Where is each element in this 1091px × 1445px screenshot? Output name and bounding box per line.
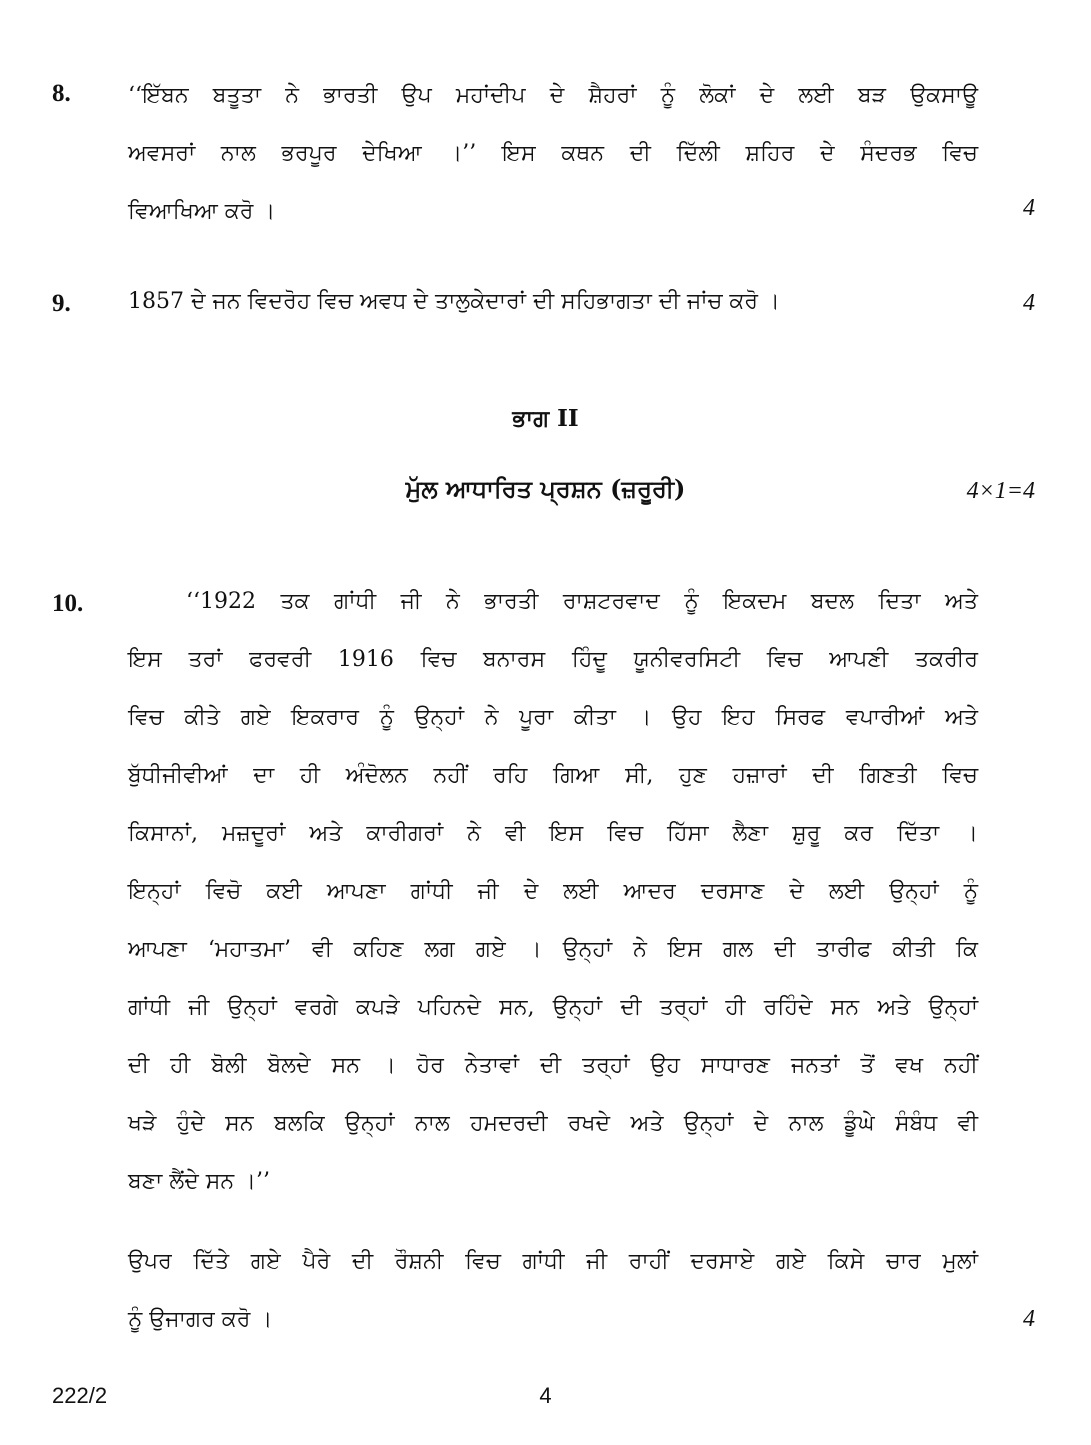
question-number: 10. (52, 590, 84, 617)
question-text (128, 67, 978, 241)
marks-label: 4 (1023, 195, 1035, 221)
text-line: ਅਵਸਰਾਂ ਨਾਲ ਭਰਪੂਰ ਦੇਖਿਆ ।’’ ਇਸ ਕਥਨ ਦੀ ਦਿੱਲੀ ਸ਼ਹਿਰ ਦੇ ਸੰਦਰਭ ਵਿਚ (128, 141, 978, 166)
text-line: ‘‘ਇੱਬਨ ਬਤੂਤਾ ਨੇ ਭਾਰਤੀ ਉਪ ਮਹਾਂਦੀਪ ਦੇ ਸ਼ੈਹਰਾਂ ਨੂੰ ਲੋਕਾਂ ਦੇ ਲਈ ਬੜ ਉਕਸਾਊ (128, 83, 978, 108)
question-text (128, 1233, 978, 1349)
section-title: ਭਾਗ II (512, 405, 579, 432)
passage-line: ‘‘1922 ਤਕ ਗਾਂਧੀ ਜੀ ਨੇ ਭਾਰਤੀ ਰਾਸ਼ਟਰਵਾਦ ਨੂੰ ਇਕਦਮ ਬਦਲ ਦਿਤਾ ਅਤੇ (186, 589, 978, 614)
question-number: 9. (52, 290, 71, 317)
passage-line: ਆਪਣਾ ‘ਮਹਾਤਮਾ’ ਵੀ ਕਹਿਣ ਲਗ ਗਏ । ਉਨ੍ਹਾਂ ਨੇ ਇਸ ਗਲ ਦੀ ਤਾਰੀਫ ਕੀਤੀ ਕਿ (128, 937, 978, 962)
passage-line: ਇਨ੍ਹਾਂ ਵਿਚੋ ਕਈ ਆਪਣਾ ਗਾਂਧੀ ਜੀ ਦੇ ਲਈ ਆਦਰ ਦਰਸਾਣ ਦੇ ਲਈ ਉਨ੍ਹਾਂ ਨੂੰ (128, 879, 978, 904)
passage-line: ਗਾਂਧੀ ਜੀ ਉਨ੍ਹਾਂ ਵਰਗੇ ਕਪੜੇ ਪਹਿਨਦੇ ਸਨ, ਉਨ੍ਹਾਂ ਦੀ ਤਰ੍ਹਾਂ ਹੀ ਰਹਿੰਦੇ ਸਨ ਅਤੇ ਉਨ੍ਹਾਂ (128, 995, 978, 1020)
text-line: ਵਿਆਖਿਆ ਕਰੋ । (128, 199, 276, 224)
marks-label: 4 (1023, 1306, 1035, 1332)
section-subtitle: ਮੁੱਲ ਆਧਾਰਿਤ ਪ੍ਰਸ਼ਨ (ਜ਼ਰੂਰੀ) (405, 474, 686, 503)
passage (128, 573, 978, 1211)
marks-label: 4 (1023, 290, 1035, 316)
question-number: 8. (52, 80, 71, 107)
section-marks: 4×1=4 (966, 478, 1035, 504)
passage-line: ਬਣਾ ਲੈਂਦੇ ਸਨ ।’’ (128, 1169, 270, 1194)
passage-line: ਕਿਸਾਨਾਂ, ਮਜ਼ਦੂਰਾਂ ਅਤੇ ਕਾਰੀਗਰਾਂ ਨੇ ਵੀ ਇਸ ਵਿਚ ਹਿੱਸਾ ਲੈਣਾ ਸ਼ੁਰੂ ਕਰ ਦਿੱਤਾ । (128, 821, 978, 846)
passage-line: ਵਿਚ ਕੀਤੇ ਗਏ ਇਕਰਾਰ ਨੂੰ ਉਨ੍ਹਾਂ ਨੇ ਪੂਰਾ ਕੀਤਾ । ਉਹ ਇਹ ਸਿਰਫ ਵਪਾਰੀਆਂ ਅਤੇ (128, 705, 978, 730)
text-line: ਉਪਰ ਦਿੱਤੇ ਗਏ ਪੈਰੇ ਦੀ ਰੌਸ਼ਨੀ ਵਿਚ ਗਾਂਧੀ ਜੀ ਰਾਹੀਂ ਦਰਸਾਏ ਗਏ ਕਿਸੇ ਚਾਰ ਮੁਲਾਂ (128, 1249, 978, 1274)
question-text (128, 273, 978, 331)
text-line: ਨੂੰ ਉਜਾਗਰ ਕਰੋ । (128, 1307, 273, 1332)
passage-line: ਦੀ ਹੀ ਬੋਲੀ ਬੋਲਦੇ ਸਨ । ਹੋਰ ਨੇਤਾਵਾਂ ਦੀ ਤਰ੍ਹਾਂ ਉਹ ਸਾਧਾਰਣ ਜਨਤਾਂ ਤੋਂ ਵਖ ਨਹੀਂ (128, 1053, 978, 1078)
paper-code: 222/2 (52, 1383, 108, 1408)
passage-line: ਇਸ ਤਰਾਂ ਫਰਵਰੀ 1916 ਵਿਚ ਬਨਾਰਸ ਹਿੰਦੂ ਯੂਨੀਵਰਸਿਟੀ ਵਿਚ ਆਪਣੀ ਤਕਰੀਰ (128, 647, 978, 672)
passage-line: ਖੜੇ ਹੁੰਦੇ ਸਨ ਬਲਕਿ ਉਨ੍ਹਾਂ ਨਾਲ ਹਮਦਰਦੀ ਰਖਦੇ ਅਤੇ ਉਨ੍ਹਾਂ ਦੇ ਨਾਲ ਡੂੰਘੇ ਸੰਬੰਧ ਵੀ (128, 1111, 978, 1136)
text-line: 1857 ਦੇ ਜਨ ਵਿਦਰੋਹ ਵਿਚ ਅਵਧ ਦੇ ਤਾਲੁਕੇਦਾਰਾਂ ਦੀ ਸਹਿਭਾਗਤਾ ਦੀ ਜਾਂਚ ਕਰੋ । (128, 289, 780, 314)
passage-line: ਬੁੱਧੀਜੀਵੀਆਂ ਦਾ ਹੀ ਅੰਦੋਲਨ ਨਹੀਂ ਰਹਿ ਗਿਆ ਸੀ, ਹੁਣ ਹਜ਼ਾਰਾਂ ਦੀ ਗਿਣਤੀ ਵਿਚ (128, 763, 978, 788)
page-number: 4 (539, 1383, 552, 1408)
